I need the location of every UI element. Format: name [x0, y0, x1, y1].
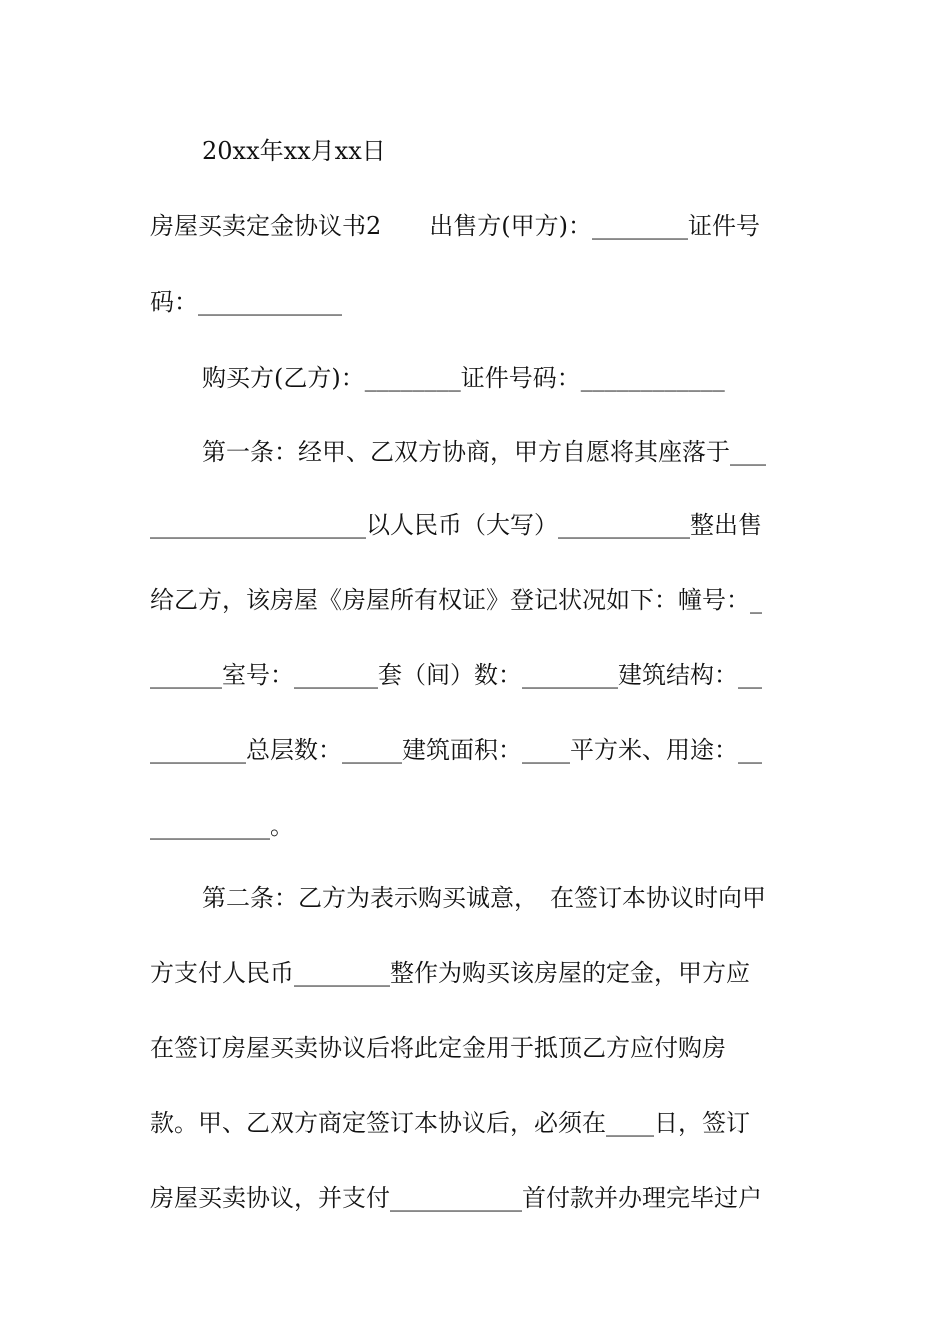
text-line: ______室号：_______套（间）数：________建筑结构：__: [150, 661, 762, 689]
text-line: 第二条：乙方为表示购买诚意， 在签订本协议时向甲: [202, 884, 766, 912]
text-line: __________________以人民币（大写）___________整出售: [150, 511, 762, 539]
text-line: 房屋买卖定金协议书2 出售方(甲方)：________证件号: [150, 212, 760, 240]
text-line: 在签订房屋买卖协议后将此定金用于抵顶乙方应付购房: [150, 1034, 726, 1062]
text-line: 码：____________: [150, 288, 342, 316]
text-line: 给乙方，该房屋《房屋所有权证》登记状况如下：幢号：_: [150, 586, 762, 614]
text-line: 第一条：经甲、乙双方协商，甲方自愿将其座落于___: [202, 438, 766, 466]
text-line: 购买方(乙方)：________证件号码：____________: [202, 364, 725, 392]
text-line: 房屋买卖协议，并支付___________首付款并办理完毕过户: [150, 1184, 762, 1212]
text-line: 款。甲、乙双方商定签订本协议后，必须在____日，签订: [150, 1109, 750, 1137]
text-line: ________总层数：_____建筑面积：____平方米、用途：__: [150, 736, 762, 764]
text-line: 方支付人民币________整作为购买该房屋的定金，甲方应: [150, 959, 750, 987]
text-line: __________。: [150, 812, 294, 840]
date-line: 20xx年xx月xx日: [202, 137, 386, 165]
